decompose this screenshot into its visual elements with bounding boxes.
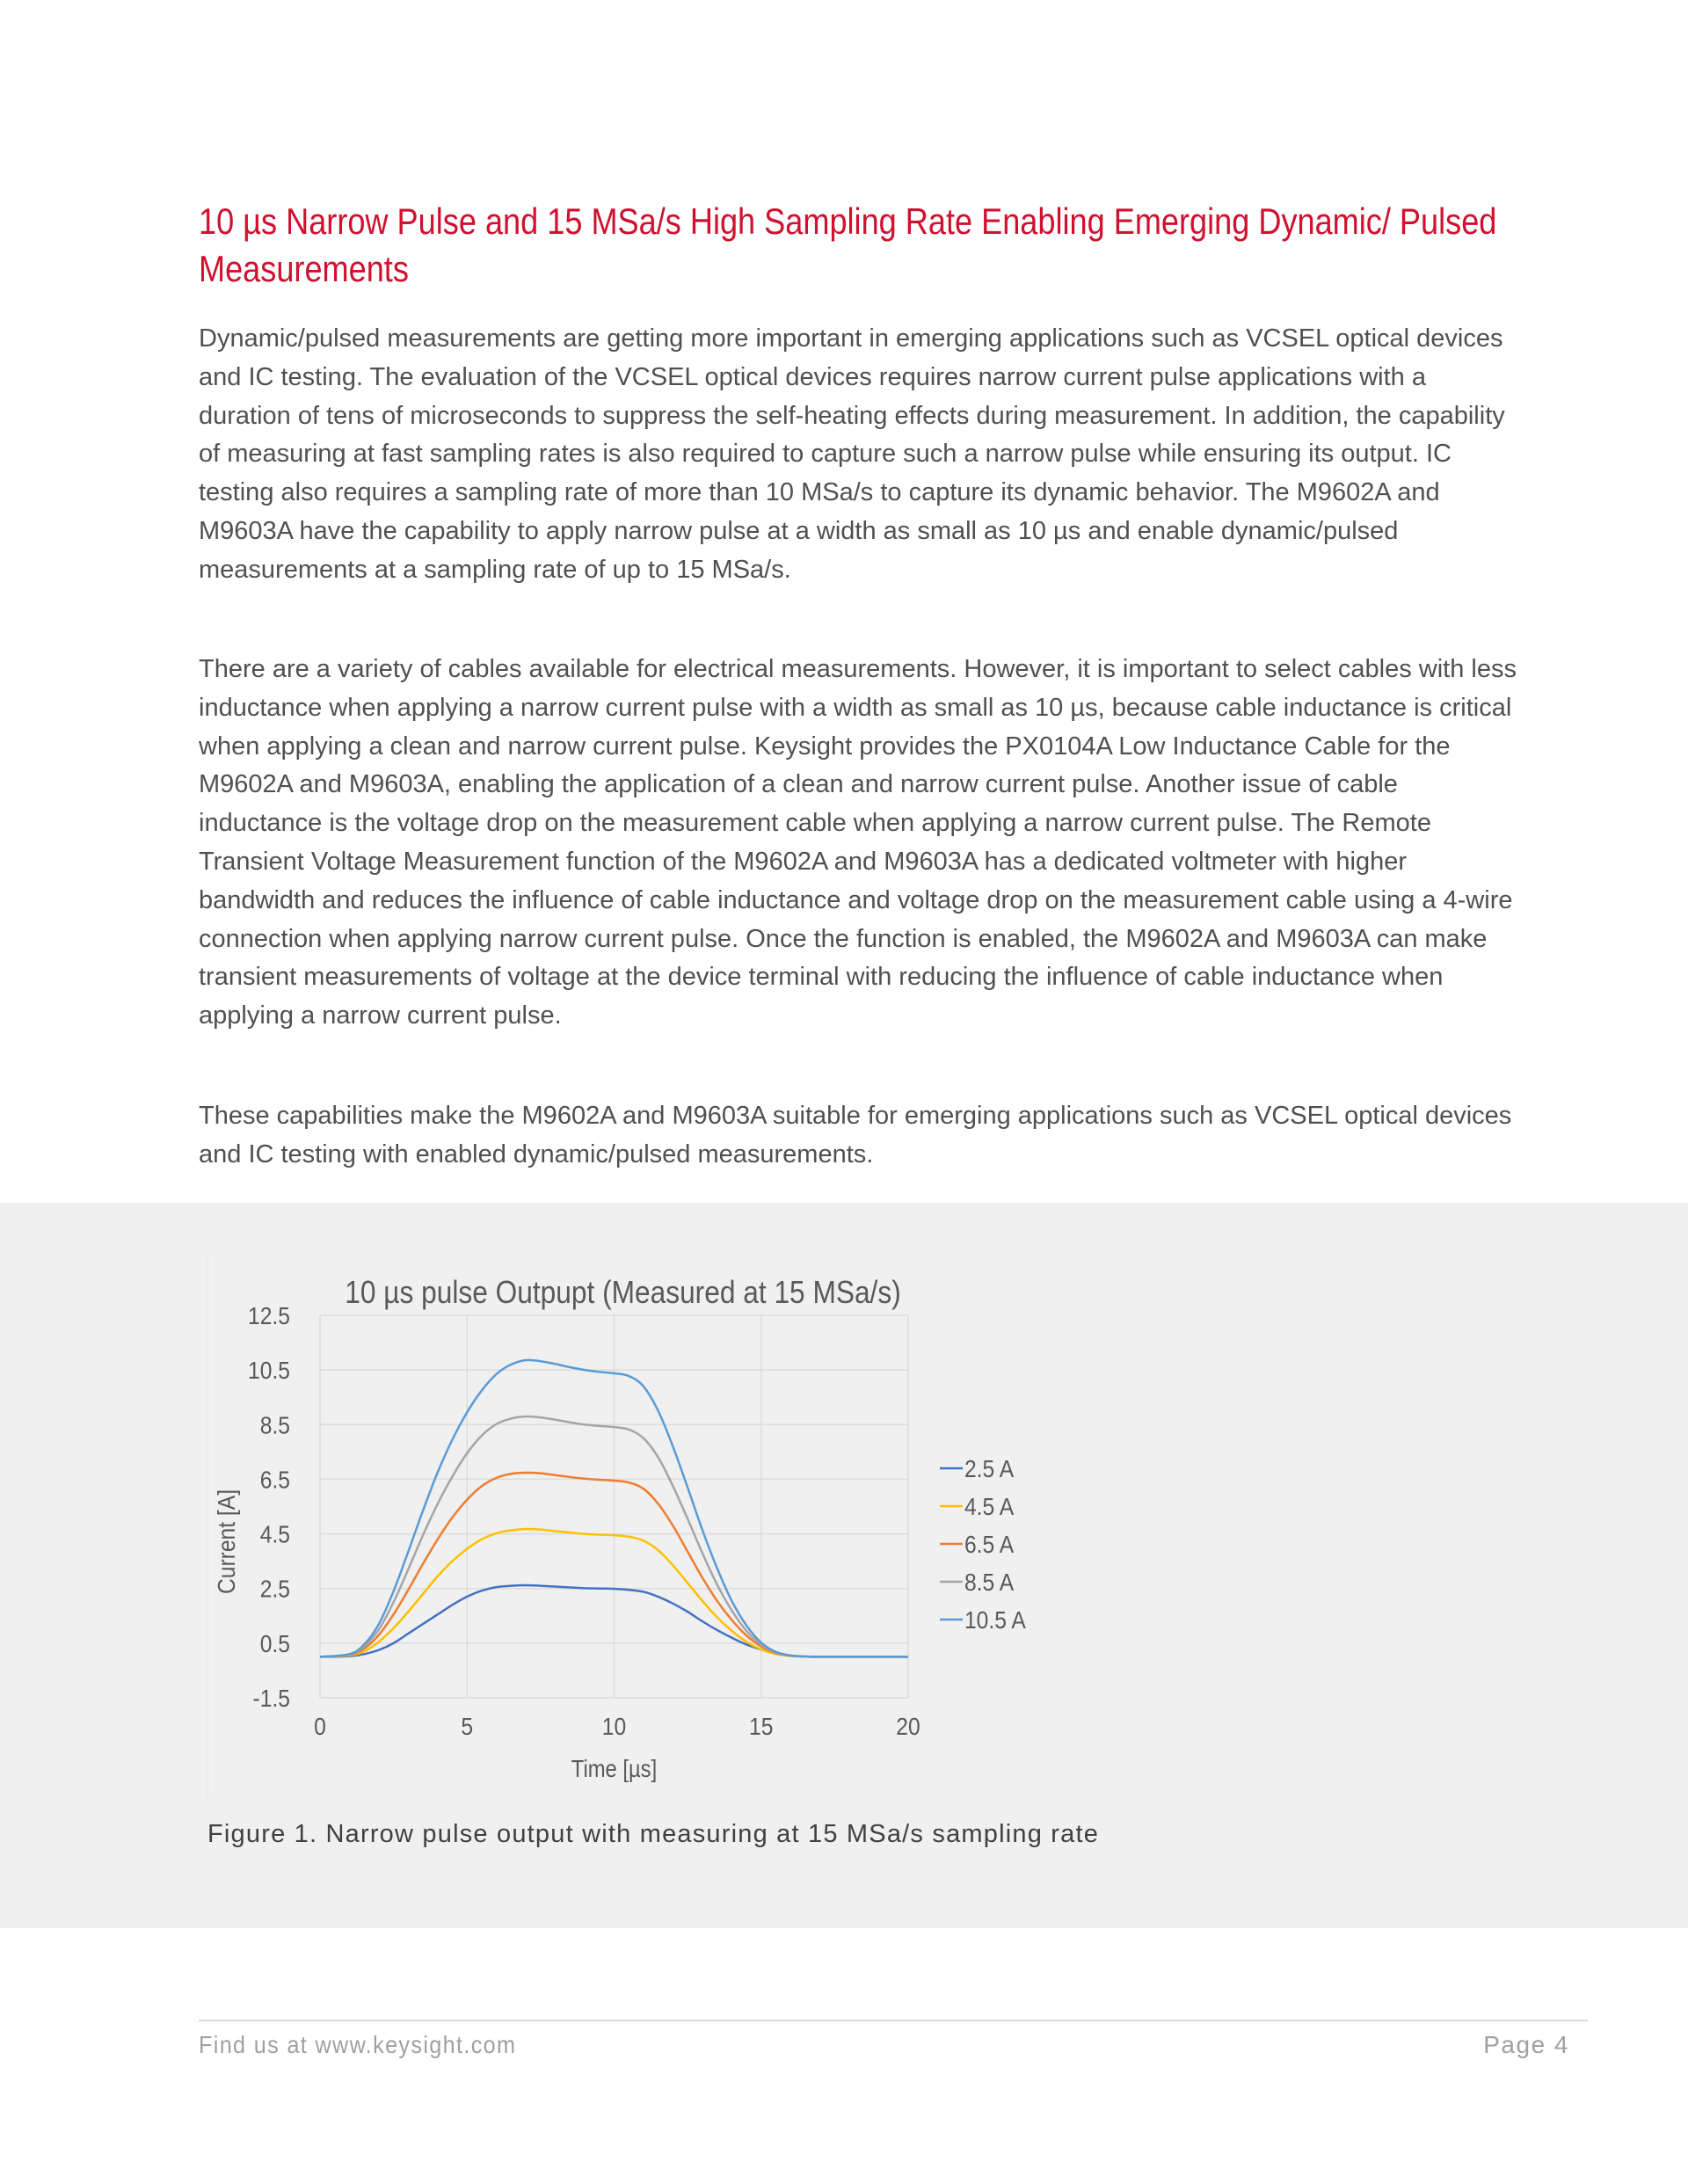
line-chart <box>208 1253 1088 1798</box>
body-paragraph-1: Dynamic/pulsed measurements are getting more important in emerging applications such as VCSEL optical devices and IC testing. The evaluation of the VCSEL optical devices requires narrow current pulse applications with a duration of tens of microseconds to suppress the self-heating effects during measurement. In addition, the capability of measuring at fast sampling rates is also required to capture such a narrow pulse while ensuring its output. IC testing also requires a sampling rate of more than 10 MSa/s to capture its dynamic behavior. The M9602A and M9603A have the capability to apply narrow pulse at a width as small as 10 µs and enable dynamic/pulsed measurements at a sampling rate of up to 15 MSa/s. <box>199 324 1505 584</box>
y-tick-label: 12.5 <box>248 1301 290 1330</box>
x-tick-label: 15 <box>749 1712 774 1741</box>
section-heading: 10 µs Narrow Pulse and 15 MSa/s High Sampling Rate Enabling Emerging Dynamic/ Pulsed Measurements <box>199 200 1497 289</box>
footer-page-number: Page 4 <box>1483 2031 1569 2058</box>
legend-label: 6.5 A <box>964 1530 1015 1559</box>
y-tick-label: 4.5 <box>259 1520 290 1548</box>
x-tick-label: 5 <box>461 1712 474 1741</box>
legend-label: 10.5 A <box>964 1605 1026 1634</box>
figure-caption: Figure 1. Narrow pulse output with measuring at 15 MSa/s sampling rate <box>207 1820 1100 1848</box>
y-tick-label: 2.5 <box>259 1575 290 1604</box>
y-tick-label: 8.5 <box>259 1410 290 1439</box>
legend-label: 8.5 A <box>964 1568 1015 1597</box>
x-tick-label: 10 <box>601 1712 627 1741</box>
chart-container <box>207 1253 1088 1798</box>
y-tick-label: -1.5 <box>252 1684 290 1713</box>
legend-label: 4.5 A <box>964 1492 1015 1521</box>
x-tick-label: 20 <box>896 1712 920 1741</box>
footer-divider <box>199 2020 1588 2021</box>
x-axis-label: Time [µs] <box>571 1754 658 1783</box>
y-tick-label: 6.5 <box>259 1465 290 1494</box>
legend-label: 2.5 A <box>964 1454 1015 1483</box>
body-paragraph-2: There are a variety of cables available for electrical measurements. However, it is important to select cables with less inductance when applying a narrow current pulse with a width as small as 10 µs, because cable inductance is critical when applying a clean and narrow current pulse. Keysight provides the PX0104A Low Inductance Cable for the M9602A and M9603A, enabling the application of a clean and narrow current pulse. Another issue of cable inductance is the voltage drop on the measurement cable when applying a narrow current pulse. The Remote Transient Voltage Measurement function of the M9602A and M9603A has a dedicated voltmeter with higher bandwidth and reduces the influence of cable inductance and voltage drop on the measurement cable using a 4-wire connection when applying narrow current pulse. Once the function is enabled, the M9602A and M9603A can make transient measurements of voltage at the device terminal with reducing the influence of cable inductance when applying a narrow current pulse. <box>199 655 1517 1030</box>
footer-website-link[interactable]: Find us at www.keysight.com <box>199 2031 517 2058</box>
body-paragraph-3: These capabilities make the M9602A and M9603A suitable for emerging applications such as VCSEL optical devices and IC testing with enabled dynamic/pulsed measurements. <box>199 1102 1512 1168</box>
y-tick-label: 10.5 <box>248 1356 290 1385</box>
y-tick-label: 0.5 <box>259 1629 290 1658</box>
x-tick-label: 0 <box>314 1712 326 1741</box>
chart-title: 10 µs pulse Outpupt (Measured at 15 MSa/s) <box>345 1275 901 1311</box>
y-axis-label: Current [A] <box>212 1489 241 1595</box>
